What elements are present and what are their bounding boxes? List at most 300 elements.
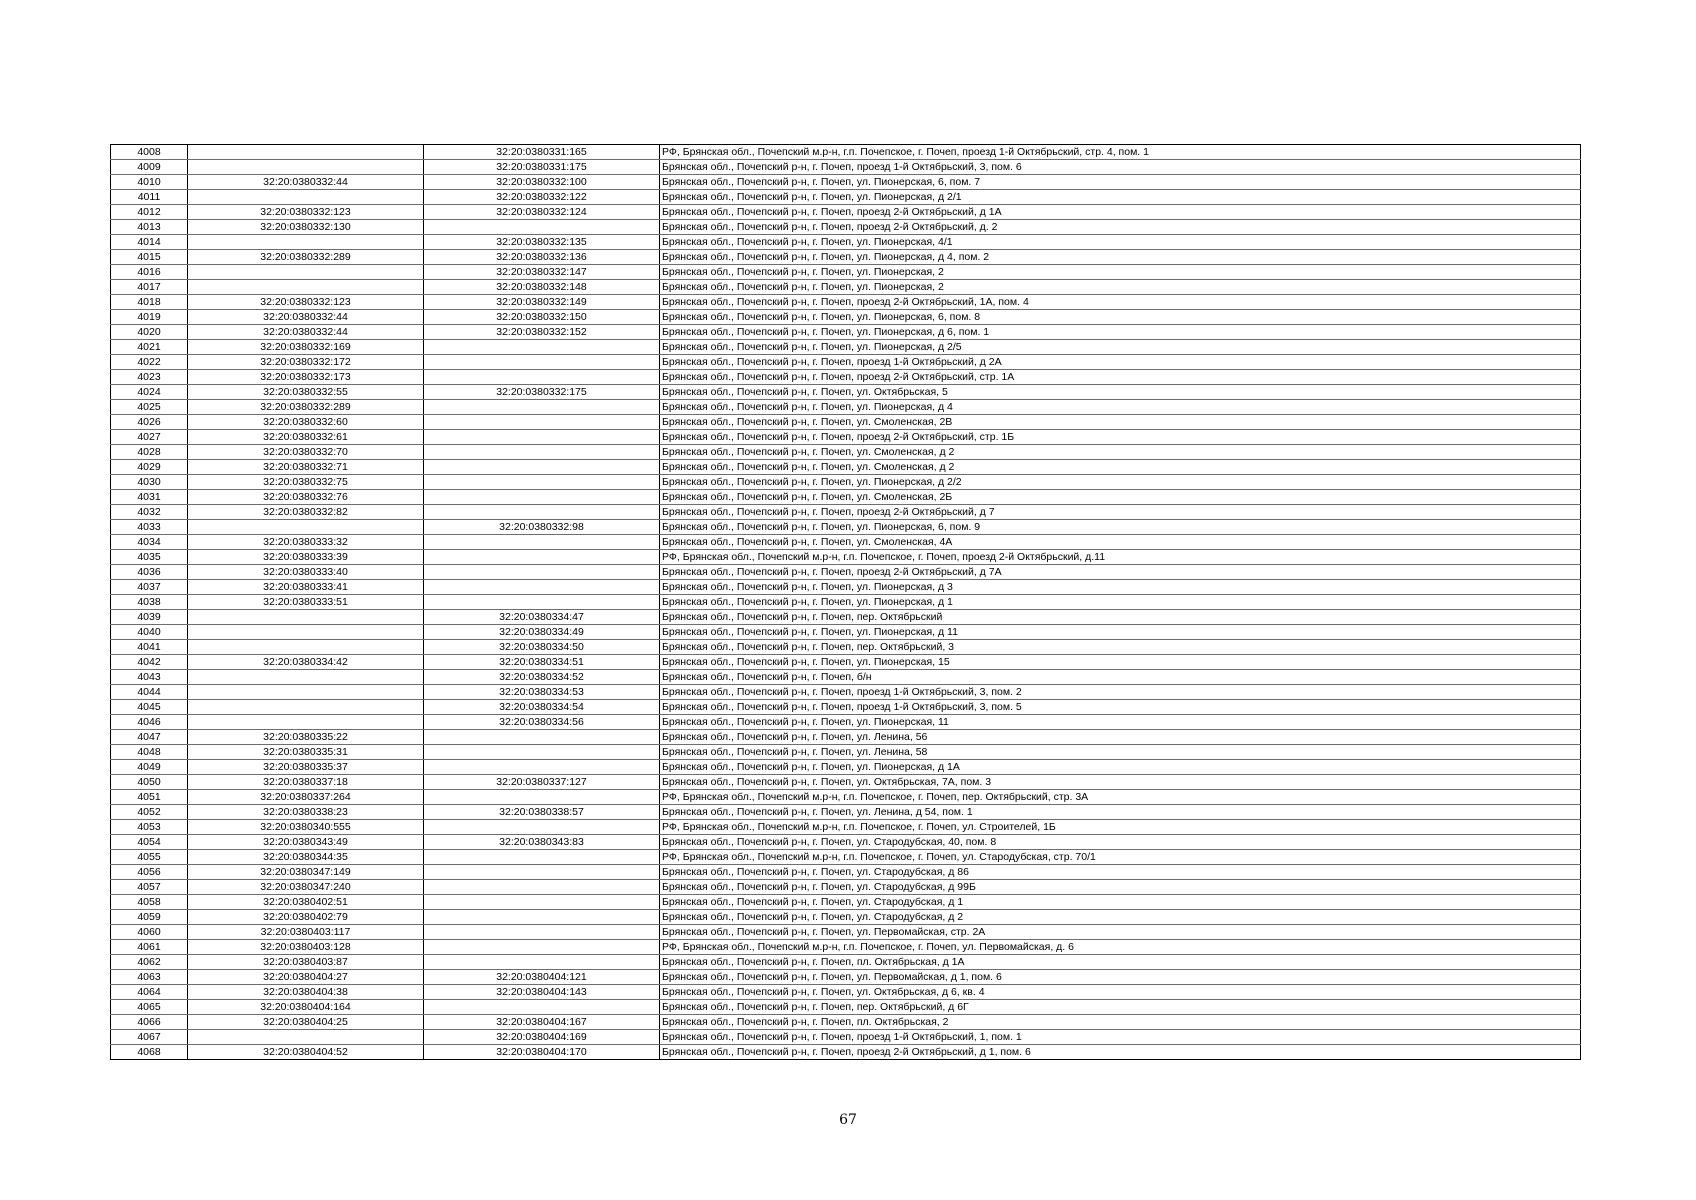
land-parcel-cell: [188, 625, 424, 640]
land-parcel-cell: 32:20:0380332:61: [188, 430, 424, 445]
table-row: [111, 1015, 1581, 1030]
building-number-cell: [424, 505, 660, 520]
address-cell: Брянская обл., Почепский р-н, г. Почеп, ул. Пионерская, 4/1: [660, 235, 1581, 250]
address-cell: Брянская обл., Почепский р-н, г. Почеп, проезд 2-й Октябрьский, д 7А: [660, 565, 1581, 580]
row-number-cell: 4025: [111, 400, 188, 415]
building-number-cell: 32:20:0380332:100: [424, 175, 660, 190]
table-row: [111, 1000, 1581, 1015]
land-parcel-cell: [188, 160, 424, 175]
table-row: [111, 580, 1581, 595]
address-cell: Брянская обл., Почепский р-н, г. Почеп, ул. Пионерская, 6, пом. 7: [660, 175, 1581, 190]
land-parcel-cell: 32:20:0380335:22: [188, 730, 424, 745]
table-row: [111, 655, 1581, 670]
address-cell: Брянская обл., Почепский р-н, г. Почеп, проезд 2-й Октябрьский, д 7: [660, 505, 1581, 520]
row-number-cell: 4028: [111, 445, 188, 460]
land-parcel-cell: 32:20:0380404:38: [188, 985, 424, 1000]
table-row: [111, 340, 1581, 355]
row-number-cell: 4035: [111, 550, 188, 565]
address-cell: Брянская обл., Почепский р-н, г. Почеп, проезд 1-й Октябрьский, д 2А: [660, 355, 1581, 370]
address-cell: Брянская обл., Почепский р-н, г. Почеп, ул. Пионерская, д 4: [660, 400, 1581, 415]
address-cell: Брянская обл., Почепский р-н, г. Почеп, ул. Октябрьская, 7А, пом. 3: [660, 775, 1581, 790]
land-parcel-cell: 32:20:0380332:76: [188, 490, 424, 505]
row-number-cell: 4042: [111, 655, 188, 670]
land-parcel-cell: 32:20:0380332:130: [188, 220, 424, 235]
land-parcel-cell: 32:20:0380332:60: [188, 415, 424, 430]
table-row: [111, 430, 1581, 445]
row-number-cell: 4033: [111, 520, 188, 535]
address-cell: Брянская обл., Почепский р-н, г. Почеп, ул. Октябрьская, 5: [660, 385, 1581, 400]
row-number-cell: 4031: [111, 490, 188, 505]
building-number-cell: 32:20:0380334:50: [424, 640, 660, 655]
table-row: [111, 715, 1581, 730]
land-parcel-cell: 32:20:0380335:37: [188, 760, 424, 775]
building-number-cell: 32:20:0380332:149: [424, 295, 660, 310]
table-row: [111, 745, 1581, 760]
table-row: [111, 925, 1581, 940]
building-number-cell: [424, 850, 660, 865]
address-cell: Брянская обл., Почепский р-н, г. Почеп, ул. Пионерская, 6, пом. 9: [660, 520, 1581, 535]
land-parcel-cell: 32:20:0380332:172: [188, 355, 424, 370]
table-row: [111, 880, 1581, 895]
address-cell: Брянская обл., Почепский р-н, г. Почеп, ул. Пионерская, 15: [660, 655, 1581, 670]
land-parcel-cell: 32:20:0380334:42: [188, 655, 424, 670]
table-row: [111, 835, 1581, 850]
row-number-cell: 4018: [111, 295, 188, 310]
table-row: [111, 640, 1581, 655]
land-parcel-cell: 32:20:0380340:555: [188, 820, 424, 835]
address-cell: Брянская обл., Почепский р-н, г. Почеп, ул. Пионерская, д 2/5: [660, 340, 1581, 355]
building-number-cell: [424, 580, 660, 595]
land-parcel-cell: 32:20:0380403:128: [188, 940, 424, 955]
row-number-cell: 4043: [111, 670, 188, 685]
table-row: [111, 775, 1581, 790]
row-number-cell: 4020: [111, 325, 188, 340]
row-number-cell: 4052: [111, 805, 188, 820]
building-number-cell: [424, 475, 660, 490]
land-parcel-cell: 32:20:0380347:149: [188, 865, 424, 880]
address-cell: Брянская обл., Почепский р-н, г. Почеп, проезд 1-й Октябрьский, 3, пом. 6: [660, 160, 1581, 175]
row-number-cell: 4009: [111, 160, 188, 175]
building-number-cell: [424, 370, 660, 385]
row-number-cell: 4063: [111, 970, 188, 985]
land-parcel-cell: 32:20:0380343:49: [188, 835, 424, 850]
land-parcel-cell: 32:20:0380404:27: [188, 970, 424, 985]
row-number-cell: 4019: [111, 310, 188, 325]
land-parcel-cell: [188, 640, 424, 655]
building-number-cell: [424, 730, 660, 745]
row-number-cell: 4066: [111, 1015, 188, 1030]
table-row: [111, 280, 1581, 295]
row-number-cell: 4062: [111, 955, 188, 970]
address-cell: Брянская обл., Почепский р-н, г. Почеп, проезд 2-й Октябрьский, стр. 1Б: [660, 430, 1581, 445]
table-row: [111, 490, 1581, 505]
building-number-cell: [424, 910, 660, 925]
table-row: [111, 220, 1581, 235]
address-cell: Брянская обл., Почепский р-н, г. Почеп, проезд 2-й Октябрьский, 1А, пом. 4: [660, 295, 1581, 310]
table-row: [111, 535, 1581, 550]
land-parcel-cell: [188, 265, 424, 280]
table-row: [111, 595, 1581, 610]
building-number-cell: [424, 355, 660, 370]
address-cell: Брянская обл., Почепский р-н, г. Почеп, ул. Пионерская, д 1А: [660, 760, 1581, 775]
row-number-cell: 4008: [111, 145, 188, 160]
table-row: [111, 970, 1581, 985]
row-number-cell: 4056: [111, 865, 188, 880]
building-number-cell: [424, 220, 660, 235]
address-cell: Брянская обл., Почепский р-н, г. Почеп, ул. Стародубская, д 86: [660, 865, 1581, 880]
address-cell: Брянская обл., Почепский р-н, г. Почеп, ул. Смоленская, 2Б: [660, 490, 1581, 505]
land-parcel-cell: 32:20:0380332:173: [188, 370, 424, 385]
row-number-cell: 4049: [111, 760, 188, 775]
land-parcel-cell: 32:20:0380332:55: [188, 385, 424, 400]
land-parcel-cell: 32:20:0380402:51: [188, 895, 424, 910]
address-cell: Брянская обл., Почепский р-н, г. Почеп, пл. Октябрьская, д 1А: [660, 955, 1581, 970]
address-cell: РФ, Брянская обл., Почепский м.р-н, г.п. Почепское, г. Почеп, ул. Стародубская, стр. 70/1: [660, 850, 1581, 865]
row-number-cell: 4058: [111, 895, 188, 910]
address-cell: Брянская обл., Почепский р-н, г. Почеп, ул. Ленина, 56: [660, 730, 1581, 745]
land-parcel-cell: [188, 685, 424, 700]
land-parcel-cell: 32:20:0380333:32: [188, 535, 424, 550]
table-row: [111, 670, 1581, 685]
row-number-cell: 4037: [111, 580, 188, 595]
row-number-cell: 4050: [111, 775, 188, 790]
address-cell: Брянская обл., Почепский р-н, г. Почеп, проезд 1-й Октябрьский, 1, пом. 1: [660, 1030, 1581, 1045]
land-parcel-cell: 32:20:0380332:123: [188, 205, 424, 220]
row-number-cell: 4046: [111, 715, 188, 730]
table-row: [111, 160, 1581, 175]
building-number-cell: [424, 430, 660, 445]
table-row: [111, 1045, 1581, 1060]
row-number-cell: 4013: [111, 220, 188, 235]
building-number-cell: 32:20:0380338:57: [424, 805, 660, 820]
building-number-cell: 32:20:0380404:121: [424, 970, 660, 985]
building-number-cell: 32:20:0380332:98: [424, 520, 660, 535]
address-cell: Брянская обл., Почепский р-н, г. Почеп, проезд 2-й Октябрьский, д 1, пом. 6: [660, 1045, 1581, 1060]
address-cell: Брянская обл., Почепский р-н, г. Почеп, ул. Первомайская, д 1, пом. 6: [660, 970, 1581, 985]
address-cell: Брянская обл., Почепский р-н, г. Почеп, ул. Пионерская, д 11: [660, 625, 1581, 640]
table-row: [111, 505, 1581, 520]
table-row: [111, 415, 1581, 430]
row-number-cell: 4010: [111, 175, 188, 190]
address-cell: Брянская обл., Почепский р-н, г. Почеп, ул. Пионерская, д 3: [660, 580, 1581, 595]
table-row: [111, 610, 1581, 625]
row-number-cell: 4044: [111, 685, 188, 700]
table-row: [111, 850, 1581, 865]
building-number-cell: [424, 460, 660, 475]
land-parcel-cell: 32:20:0380333:39: [188, 550, 424, 565]
table-row: [111, 310, 1581, 325]
land-parcel-cell: 32:20:0380332:169: [188, 340, 424, 355]
building-number-cell: [424, 535, 660, 550]
table-row: [111, 940, 1581, 955]
land-parcel-cell: [188, 1030, 424, 1045]
building-number-cell: [424, 1000, 660, 1015]
building-number-cell: 32:20:0380404:170: [424, 1045, 660, 1060]
address-cell: Брянская обл., Почепский р-н, г. Почеп, ул. Пионерская, д 1: [660, 595, 1581, 610]
table-row: [111, 205, 1581, 220]
table-row: [111, 550, 1581, 565]
building-number-cell: 32:20:0380343:83: [424, 835, 660, 850]
address-cell: Брянская обл., Почепский р-н, г. Почеп, проезд 1-й Октябрьский, 3, пом. 5: [660, 700, 1581, 715]
row-number-cell: 4055: [111, 850, 188, 865]
row-number-cell: 4059: [111, 910, 188, 925]
table-row: [111, 895, 1581, 910]
land-parcel-cell: [188, 145, 424, 160]
land-parcel-cell: 32:20:0380332:44: [188, 310, 424, 325]
address-cell: Брянская обл., Почепский р-н, г. Почеп, ул. Смоленская, д 2: [660, 460, 1581, 475]
land-parcel-cell: 32:20:0380338:23: [188, 805, 424, 820]
address-cell: Брянская обл., Почепский р-н, г. Почеп, ул. Пионерская, 2: [660, 265, 1581, 280]
land-parcel-cell: [188, 670, 424, 685]
address-cell: Брянская обл., Почепский р-н, г. Почеп, ул. Пионерская, 11: [660, 715, 1581, 730]
row-number-cell: 4061: [111, 940, 188, 955]
table-row: [111, 445, 1581, 460]
building-number-cell: [424, 415, 660, 430]
row-number-cell: 4053: [111, 820, 188, 835]
building-number-cell: [424, 790, 660, 805]
row-number-cell: 4026: [111, 415, 188, 430]
address-cell: Брянская обл., Почепский р-н, г. Почеп, б/н: [660, 670, 1581, 685]
land-parcel-cell: 32:20:0380344:35: [188, 850, 424, 865]
table-row: [111, 190, 1581, 205]
land-parcel-cell: 32:20:0380337:264: [188, 790, 424, 805]
table-row: [111, 385, 1581, 400]
building-number-cell: [424, 565, 660, 580]
row-number-cell: 4041: [111, 640, 188, 655]
address-cell: Брянская обл., Почепский р-н, г. Почеп, ул. Стародубская, д 99Б: [660, 880, 1581, 895]
building-number-cell: [424, 400, 660, 415]
land-parcel-cell: 32:20:0380332:82: [188, 505, 424, 520]
table-row: [111, 265, 1581, 280]
building-number-cell: 32:20:0380334:56: [424, 715, 660, 730]
building-number-cell: [424, 760, 660, 775]
table-row: [111, 985, 1581, 1000]
address-cell: Брянская обл., Почепский р-н, г. Почеп, пл. Октябрьская, 2: [660, 1015, 1581, 1030]
building-number-cell: 32:20:0380332:135: [424, 235, 660, 250]
land-parcel-cell: 32:20:0380332:289: [188, 400, 424, 415]
land-parcel-cell: 32:20:0380332:44: [188, 175, 424, 190]
row-number-cell: 4040: [111, 625, 188, 640]
building-number-cell: 32:20:0380404:169: [424, 1030, 660, 1045]
row-number-cell: 4036: [111, 565, 188, 580]
table-row: [111, 730, 1581, 745]
building-number-cell: 32:20:0380334:54: [424, 700, 660, 715]
address-cell: Брянская обл., Почепский р-н, г. Почеп, пер. Октябрьский, 3: [660, 640, 1581, 655]
land-parcel-cell: 32:20:0380332:70: [188, 445, 424, 460]
table-row: [111, 790, 1581, 805]
building-number-cell: 32:20:0380334:52: [424, 670, 660, 685]
table-row: [111, 460, 1581, 475]
building-number-cell: 32:20:0380332:152: [424, 325, 660, 340]
building-number-cell: [424, 340, 660, 355]
land-parcel-cell: [188, 235, 424, 250]
building-number-cell: 32:20:0380332:147: [424, 265, 660, 280]
building-number-cell: 32:20:0380334:51: [424, 655, 660, 670]
address-cell: Брянская обл., Почепский р-н, г. Почеп, ул. Пионерская, д 2/2: [660, 475, 1581, 490]
row-number-cell: 4029: [111, 460, 188, 475]
row-number-cell: 4054: [111, 835, 188, 850]
table-row: [111, 565, 1581, 580]
row-number-cell: 4016: [111, 265, 188, 280]
cadastral-table: [110, 144, 1581, 1060]
building-number-cell: 32:20:0380334:49: [424, 625, 660, 640]
table-row: [111, 685, 1581, 700]
address-cell: РФ, Брянская обл., Почепский м.р-н, г.п. Почепское, г. Почеп, пер. Октябрьский, стр. 3А: [660, 790, 1581, 805]
address-cell: Брянская обл., Почепский р-н, г. Почеп, проезд 2-й Октябрьский, стр. 1А: [660, 370, 1581, 385]
table-row: [111, 820, 1581, 835]
address-cell: Брянская обл., Почепский р-н, г. Почеп, ул. Октябрьская, д 6, кв. 4: [660, 985, 1581, 1000]
building-number-cell: 32:20:0380404:143: [424, 985, 660, 1000]
address-cell: Брянская обл., Почепский р-н, г. Почеп, проезд 2-й Октябрьский, д 1А: [660, 205, 1581, 220]
land-parcel-cell: [188, 700, 424, 715]
building-number-cell: 32:20:0380334:47: [424, 610, 660, 625]
table-row: [111, 1030, 1581, 1045]
land-parcel-cell: 32:20:0380333:51: [188, 595, 424, 610]
building-number-cell: 32:20:0380332:150: [424, 310, 660, 325]
table-row: [111, 700, 1581, 715]
row-number-cell: 4014: [111, 235, 188, 250]
building-number-cell: [424, 955, 660, 970]
row-number-cell: 4021: [111, 340, 188, 355]
building-number-cell: [424, 595, 660, 610]
table-row: [111, 625, 1581, 640]
land-parcel-cell: 32:20:0380332:289: [188, 250, 424, 265]
table-row: [111, 955, 1581, 970]
table-row: [111, 355, 1581, 370]
row-number-cell: 4065: [111, 1000, 188, 1015]
row-number-cell: 4032: [111, 505, 188, 520]
building-number-cell: [424, 880, 660, 895]
land-parcel-cell: [188, 715, 424, 730]
row-number-cell: 4064: [111, 985, 188, 1000]
table-row: [111, 325, 1581, 340]
row-number-cell: 4067: [111, 1030, 188, 1045]
land-parcel-cell: 32:20:0380332:44: [188, 325, 424, 340]
row-number-cell: 4011: [111, 190, 188, 205]
address-cell: Брянская обл., Почепский р-н, г. Почеп, ул. Стародубская, 40, пом. 8: [660, 835, 1581, 850]
land-parcel-cell: 32:20:0380404:25: [188, 1015, 424, 1030]
row-number-cell: 4012: [111, 205, 188, 220]
land-parcel-cell: 32:20:0380333:41: [188, 580, 424, 595]
address-cell: РФ, Брянская обл., Почепский м.р-н, г.п. Почепское, г. Почеп, ул. Первомайская, д. 6: [660, 940, 1581, 955]
address-cell: Брянская обл., Почепский р-н, г. Почеп, ул. Ленина, 58: [660, 745, 1581, 760]
building-number-cell: [424, 865, 660, 880]
address-cell: Брянская обл., Почепский р-н, г. Почеп, пер. Октябрьский, д 6Г: [660, 1000, 1581, 1015]
building-number-cell: [424, 745, 660, 760]
table-row: [111, 145, 1581, 160]
building-number-cell: 32:20:0380331:165: [424, 145, 660, 160]
building-number-cell: 32:20:0380332:136: [424, 250, 660, 265]
table-body: [111, 145, 1581, 1060]
table-row: [111, 370, 1581, 385]
table-row: [111, 910, 1581, 925]
table-row: [111, 865, 1581, 880]
address-cell: Брянская обл., Почепский р-н, г. Почеп, ул. Пионерская, 6, пом. 8: [660, 310, 1581, 325]
address-cell: Брянская обл., Почепский р-н, г. Почеп, ул. Смоленская, д 2: [660, 445, 1581, 460]
address-cell: РФ, Брянская обл., Почепский м.р-н, г.п. Почепское, г. Почеп, проезд 2-й Октябрьский, д.11: [660, 550, 1581, 565]
building-number-cell: [424, 490, 660, 505]
row-number-cell: 4038: [111, 595, 188, 610]
land-parcel-cell: [188, 190, 424, 205]
address-cell: Брянская обл., Почепский р-н, г. Почеп, проезд 2-й Октябрьский, д. 2: [660, 220, 1581, 235]
table-row: [111, 400, 1581, 415]
row-number-cell: 4030: [111, 475, 188, 490]
row-number-cell: 4057: [111, 880, 188, 895]
row-number-cell: 4023: [111, 370, 188, 385]
address-cell: Брянская обл., Почепский р-н, г. Почеп, ул. Пионерская, д 4, пом. 2: [660, 250, 1581, 265]
building-number-cell: 32:20:0380337:127: [424, 775, 660, 790]
table-row: [111, 475, 1581, 490]
table-row: [111, 250, 1581, 265]
address-cell: Брянская обл., Почепский р-н, г. Почеп, ул. Стародубская, д 2: [660, 910, 1581, 925]
row-number-cell: 4047: [111, 730, 188, 745]
land-parcel-cell: 32:20:0380403:117: [188, 925, 424, 940]
table-row: [111, 520, 1581, 535]
address-cell: Брянская обл., Почепский р-н, г. Почеп, ул. Пионерская, д 6, пом. 1: [660, 325, 1581, 340]
building-number-cell: [424, 445, 660, 460]
row-number-cell: 4024: [111, 385, 188, 400]
land-parcel-cell: 32:20:0380332:75: [188, 475, 424, 490]
land-parcel-cell: 32:20:0380403:87: [188, 955, 424, 970]
row-number-cell: 4048: [111, 745, 188, 760]
land-parcel-cell: 32:20:0380333:40: [188, 565, 424, 580]
land-parcel-cell: 32:20:0380335:31: [188, 745, 424, 760]
row-number-cell: 4060: [111, 925, 188, 940]
land-parcel-cell: 32:20:0380347:240: [188, 880, 424, 895]
address-cell: Брянская обл., Почепский р-н, г. Почеп, проезд 1-й Октябрьский, 3, пом. 2: [660, 685, 1581, 700]
land-parcel-cell: [188, 610, 424, 625]
table-row: [111, 760, 1581, 775]
building-number-cell: 32:20:0380331:175: [424, 160, 660, 175]
table-row: [111, 175, 1581, 190]
address-cell: РФ, Брянская обл., Почепский м.р-н, г.п. Почепское, г. Почеп, ул. Строителей, 1Б: [660, 820, 1581, 835]
table-row: [111, 235, 1581, 250]
building-number-cell: [424, 550, 660, 565]
address-cell: Брянская обл., Почепский р-н, г. Почеп, ул. Стародубская, д 1: [660, 895, 1581, 910]
row-number-cell: 4017: [111, 280, 188, 295]
building-number-cell: 32:20:0380404:167: [424, 1015, 660, 1030]
address-cell: Брянская обл., Почепский р-н, г. Почеп, пер. Октябрьский: [660, 610, 1581, 625]
address-cell: Брянская обл., Почепский р-н, г. Почеп, ул. Первомайская, стр. 2А: [660, 925, 1581, 940]
land-parcel-cell: [188, 280, 424, 295]
row-number-cell: 4045: [111, 700, 188, 715]
building-number-cell: [424, 820, 660, 835]
building-number-cell: 32:20:0380334:53: [424, 685, 660, 700]
building-number-cell: [424, 940, 660, 955]
address-cell: РФ, Брянская обл., Почепский м.р-н, г.п. Почепское, г. Почеп, проезд 1-й Октябрьский, стр. 4, пом. 1: [660, 145, 1581, 160]
address-cell: Брянская обл., Почепский р-н, г. Почеп, ул. Смоленская, 2В: [660, 415, 1581, 430]
building-number-cell: 32:20:0380332:122: [424, 190, 660, 205]
row-number-cell: 4015: [111, 250, 188, 265]
table-row: [111, 295, 1581, 310]
building-number-cell: 32:20:0380332:148: [424, 280, 660, 295]
row-number-cell: 4051: [111, 790, 188, 805]
row-number-cell: 4027: [111, 430, 188, 445]
land-parcel-cell: 32:20:0380337:18: [188, 775, 424, 790]
address-cell: Брянская обл., Почепский р-н, г. Почеп, ул. Ленина, д 54, пом. 1: [660, 805, 1581, 820]
land-parcel-cell: 32:20:0380404:164: [188, 1000, 424, 1015]
land-parcel-cell: 32:20:0380332:123: [188, 295, 424, 310]
address-cell: Брянская обл., Почепский р-н, г. Почеп, ул. Смоленская, 4А: [660, 535, 1581, 550]
row-number-cell: 4022: [111, 355, 188, 370]
building-number-cell: 32:20:0380332:124: [424, 205, 660, 220]
land-parcel-cell: [188, 520, 424, 535]
address-cell: Брянская обл., Почепский р-н, г. Почеп, ул. Пионерская, д 2/1: [660, 190, 1581, 205]
building-number-cell: 32:20:0380332:175: [424, 385, 660, 400]
building-number-cell: [424, 895, 660, 910]
row-number-cell: 4068: [111, 1045, 188, 1060]
row-number-cell: 4034: [111, 535, 188, 550]
